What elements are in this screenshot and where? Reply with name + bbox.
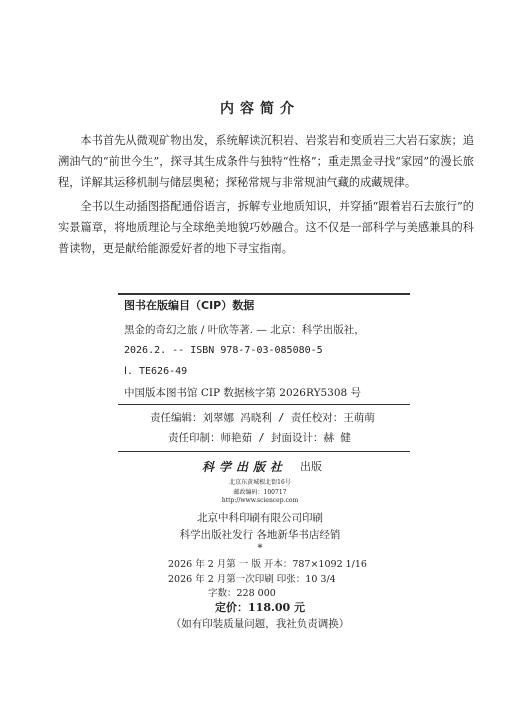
cip-line-4: 中国版本图书馆 CIP 数据核字第 2026RY5308 号 [124, 387, 362, 399]
cip-bottom-rule [118, 451, 410, 452]
distribution-info: 科学出版社发行 各地新华书店经销 [179, 529, 341, 541]
publisher-address: 北京东黄城根北街16号 [229, 479, 291, 486]
cip-line-2: 2026.2. -- ISBN 978-7-03-085080-5 [124, 345, 323, 356]
price: 定价：118.00 元 [215, 601, 305, 614]
printer-info: 北京中科印刷有限公司印刷 [197, 512, 323, 524]
intro-paragraph-1: 本书首先从微观矿物出发，系统解读沉积岩、岩浆岩和变质岩三大岩石家族；追溯油气的“前世今生”，探寻其生成条件与独特“性格”；重走黑金寻找“家园”的漫长旅程，详解其运移机制与储层奥秘；探秘常规与非常规油气藏的成藏规律。 [58, 134, 474, 189]
cip-middle-rule [118, 404, 410, 405]
publisher-logo: 科学出版社 [202, 460, 288, 474]
cip-line-1: 黑金的奇幻之旅 / 叶欣等著. — 北京：科学出版社， [124, 324, 365, 336]
word-count: 字数：228 000 [208, 588, 276, 599]
cip-line-3: Ⅰ. TE626-49 [124, 366, 188, 377]
edition-info: 2026 年 2 月第 一 版 开本：787×1092 1/16 [168, 559, 367, 570]
credits-line-1: 责任编辑：刘翠娜 冯晓利 / 责任校对：王萌萌 [150, 412, 375, 424]
credits-line-2: 责任印制：师艳茹 / 封面设计：赫 健 [168, 432, 351, 444]
cip-top-rule [118, 293, 410, 295]
publisher-website: http://www.sciencep.com [221, 497, 299, 504]
separator-star: * [257, 543, 263, 554]
intro-title: 内容简介 [220, 101, 300, 117]
publisher-postcode: 邮政编码：100717 [233, 489, 287, 496]
quality-note: （如有印装质量问题，我社负责调换） [170, 618, 350, 630]
printing-info: 2026 年 2 月第一次印刷 印张：10 3/4 [168, 574, 336, 585]
intro-paragraph-2: 全书以生动插图搭配通俗语言，拆解专业地质知识，并穿插“跟着岩石去旅行”的实景篇章，将地质理论与全球绝美地貌巧妙融合。这不仅是一部科学与美感兼具的科普读物，更是献给能源爱好者的地下寻宝指南。 [58, 200, 474, 255]
publisher-suffix: 出版 [300, 460, 322, 473]
cip-heading: 图书在版编目（CIP）数据 [124, 299, 255, 312]
